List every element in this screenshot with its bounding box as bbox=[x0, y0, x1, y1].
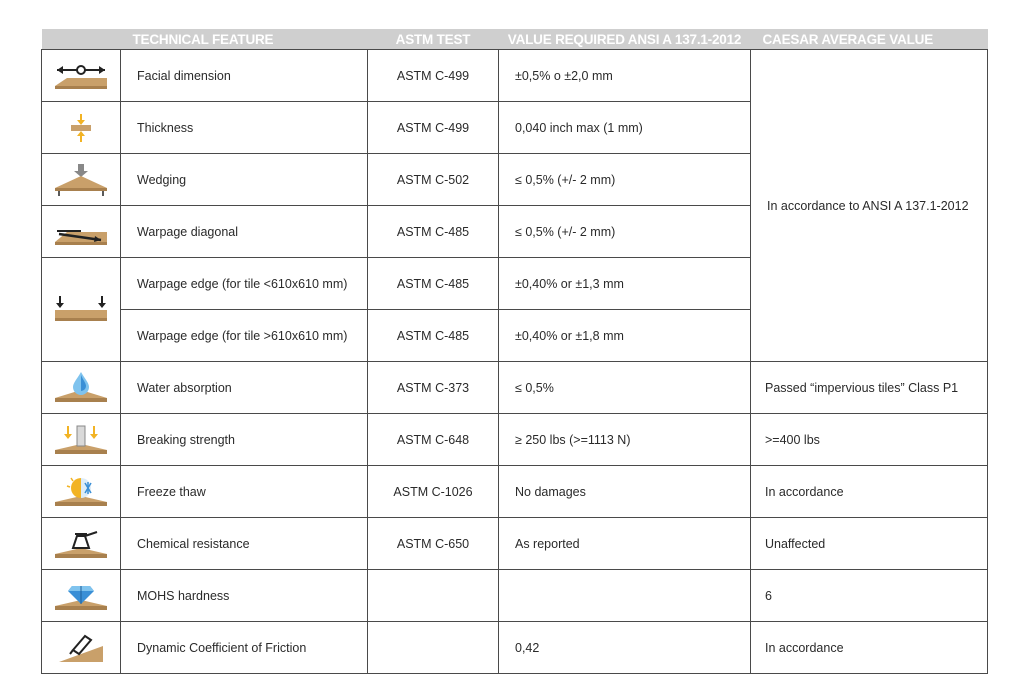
header-icon-column bbox=[42, 29, 121, 50]
technical-features-table bbox=[41, 29, 988, 674]
feature-wedging: Wedging bbox=[121, 154, 368, 206]
required-value: ≥ 250 lbs (>=1113 N) bbox=[499, 414, 751, 466]
table-row bbox=[42, 414, 988, 466]
required-value: No damages bbox=[499, 466, 751, 518]
water-drop-icon bbox=[42, 362, 121, 414]
astm-test: ASTM C-373 bbox=[368, 362, 499, 414]
caesar-value: >=400 lbs bbox=[751, 414, 988, 466]
feature-facial-dimension: Facial dimension bbox=[121, 50, 368, 102]
table-header-row bbox=[42, 29, 988, 50]
feature-warpage-edge-large: Warpage edge (for tile >610x610 mm) bbox=[121, 310, 368, 362]
required-value: ±0,40% or ±1,3 mm bbox=[499, 258, 751, 310]
caesar-value: In accordance bbox=[751, 466, 988, 518]
feature-mohs-hardness: MOHS hardness bbox=[121, 570, 368, 622]
astm-test: ASTM C-499 bbox=[368, 102, 499, 154]
feature-thickness: Thickness bbox=[121, 102, 368, 154]
required-value: 0,040 inch max (1 mm) bbox=[499, 102, 751, 154]
required-value bbox=[499, 570, 751, 622]
caesar-value: 6 bbox=[751, 570, 988, 622]
required-value: As reported bbox=[499, 518, 751, 570]
caesar-value-merged: In accordance to ANSI A 137.1-2012 bbox=[751, 50, 988, 362]
feature-breaking-strength: Breaking strength bbox=[121, 414, 368, 466]
freeze-thaw-icon bbox=[42, 466, 121, 518]
feature-dynamic-friction: Dynamic Coefficient of Friction bbox=[121, 622, 368, 674]
feature-chemical-resistance: Chemical resistance bbox=[121, 518, 368, 570]
warpage-diagonal-icon bbox=[42, 206, 121, 258]
caesar-value: Passed “impervious tiles” Class P1 bbox=[751, 362, 988, 414]
breaking-strength-icon bbox=[42, 414, 121, 466]
wedging-icon bbox=[42, 154, 121, 206]
astm-test: ASTM C-1026 bbox=[368, 466, 499, 518]
table-row bbox=[42, 570, 988, 622]
astm-test: ASTM C-502 bbox=[368, 154, 499, 206]
astm-test: ASTM C-485 bbox=[368, 206, 499, 258]
astm-test: ASTM C-499 bbox=[368, 50, 499, 102]
facial-dimension-icon bbox=[42, 50, 121, 102]
required-value: ≤ 0,5% (+/- 2 mm) bbox=[499, 206, 751, 258]
feature-warpage-diagonal: Warpage diagonal bbox=[121, 206, 368, 258]
warpage-edge-icon bbox=[42, 258, 121, 362]
header-value-required: VALUE REQUIRED ANSI A 137.1-2012 bbox=[499, 29, 751, 50]
required-value: ±0,40% or ±1,8 mm bbox=[499, 310, 751, 362]
caesar-value: Unaffected bbox=[751, 518, 988, 570]
feature-warpage-edge-small: Warpage edge (for tile <610x610 mm) bbox=[121, 258, 368, 310]
header-astm-test: ASTM TEST bbox=[368, 29, 499, 50]
thickness-icon bbox=[42, 102, 121, 154]
required-value: ≤ 0,5% bbox=[499, 362, 751, 414]
table-row bbox=[42, 518, 988, 570]
astm-test: ASTM C-485 bbox=[368, 310, 499, 362]
table-row bbox=[42, 50, 988, 102]
header-caesar-average: CAESAR AVERAGE VALUE bbox=[751, 29, 988, 50]
feature-freeze-thaw: Freeze thaw bbox=[121, 466, 368, 518]
caesar-value: In accordance bbox=[751, 622, 988, 674]
required-value: 0,42 bbox=[499, 622, 751, 674]
header-technical-feature: TECHNICAL FEATURE bbox=[121, 29, 368, 50]
astm-test bbox=[368, 622, 499, 674]
astm-test bbox=[368, 570, 499, 622]
table-row bbox=[42, 622, 988, 674]
diamond-hardness-icon bbox=[42, 570, 121, 622]
table-row bbox=[42, 466, 988, 518]
feature-water-absorption: Water absorption bbox=[121, 362, 368, 414]
astm-test: ASTM C-648 bbox=[368, 414, 499, 466]
chemical-resistance-icon bbox=[42, 518, 121, 570]
friction-icon bbox=[42, 622, 121, 674]
required-value: ≤ 0,5% (+/- 2 mm) bbox=[499, 154, 751, 206]
astm-test: ASTM C-485 bbox=[368, 258, 499, 310]
table-row bbox=[42, 362, 988, 414]
astm-test: ASTM C-650 bbox=[368, 518, 499, 570]
required-value: ±0,5% o ±2,0 mm bbox=[499, 50, 751, 102]
